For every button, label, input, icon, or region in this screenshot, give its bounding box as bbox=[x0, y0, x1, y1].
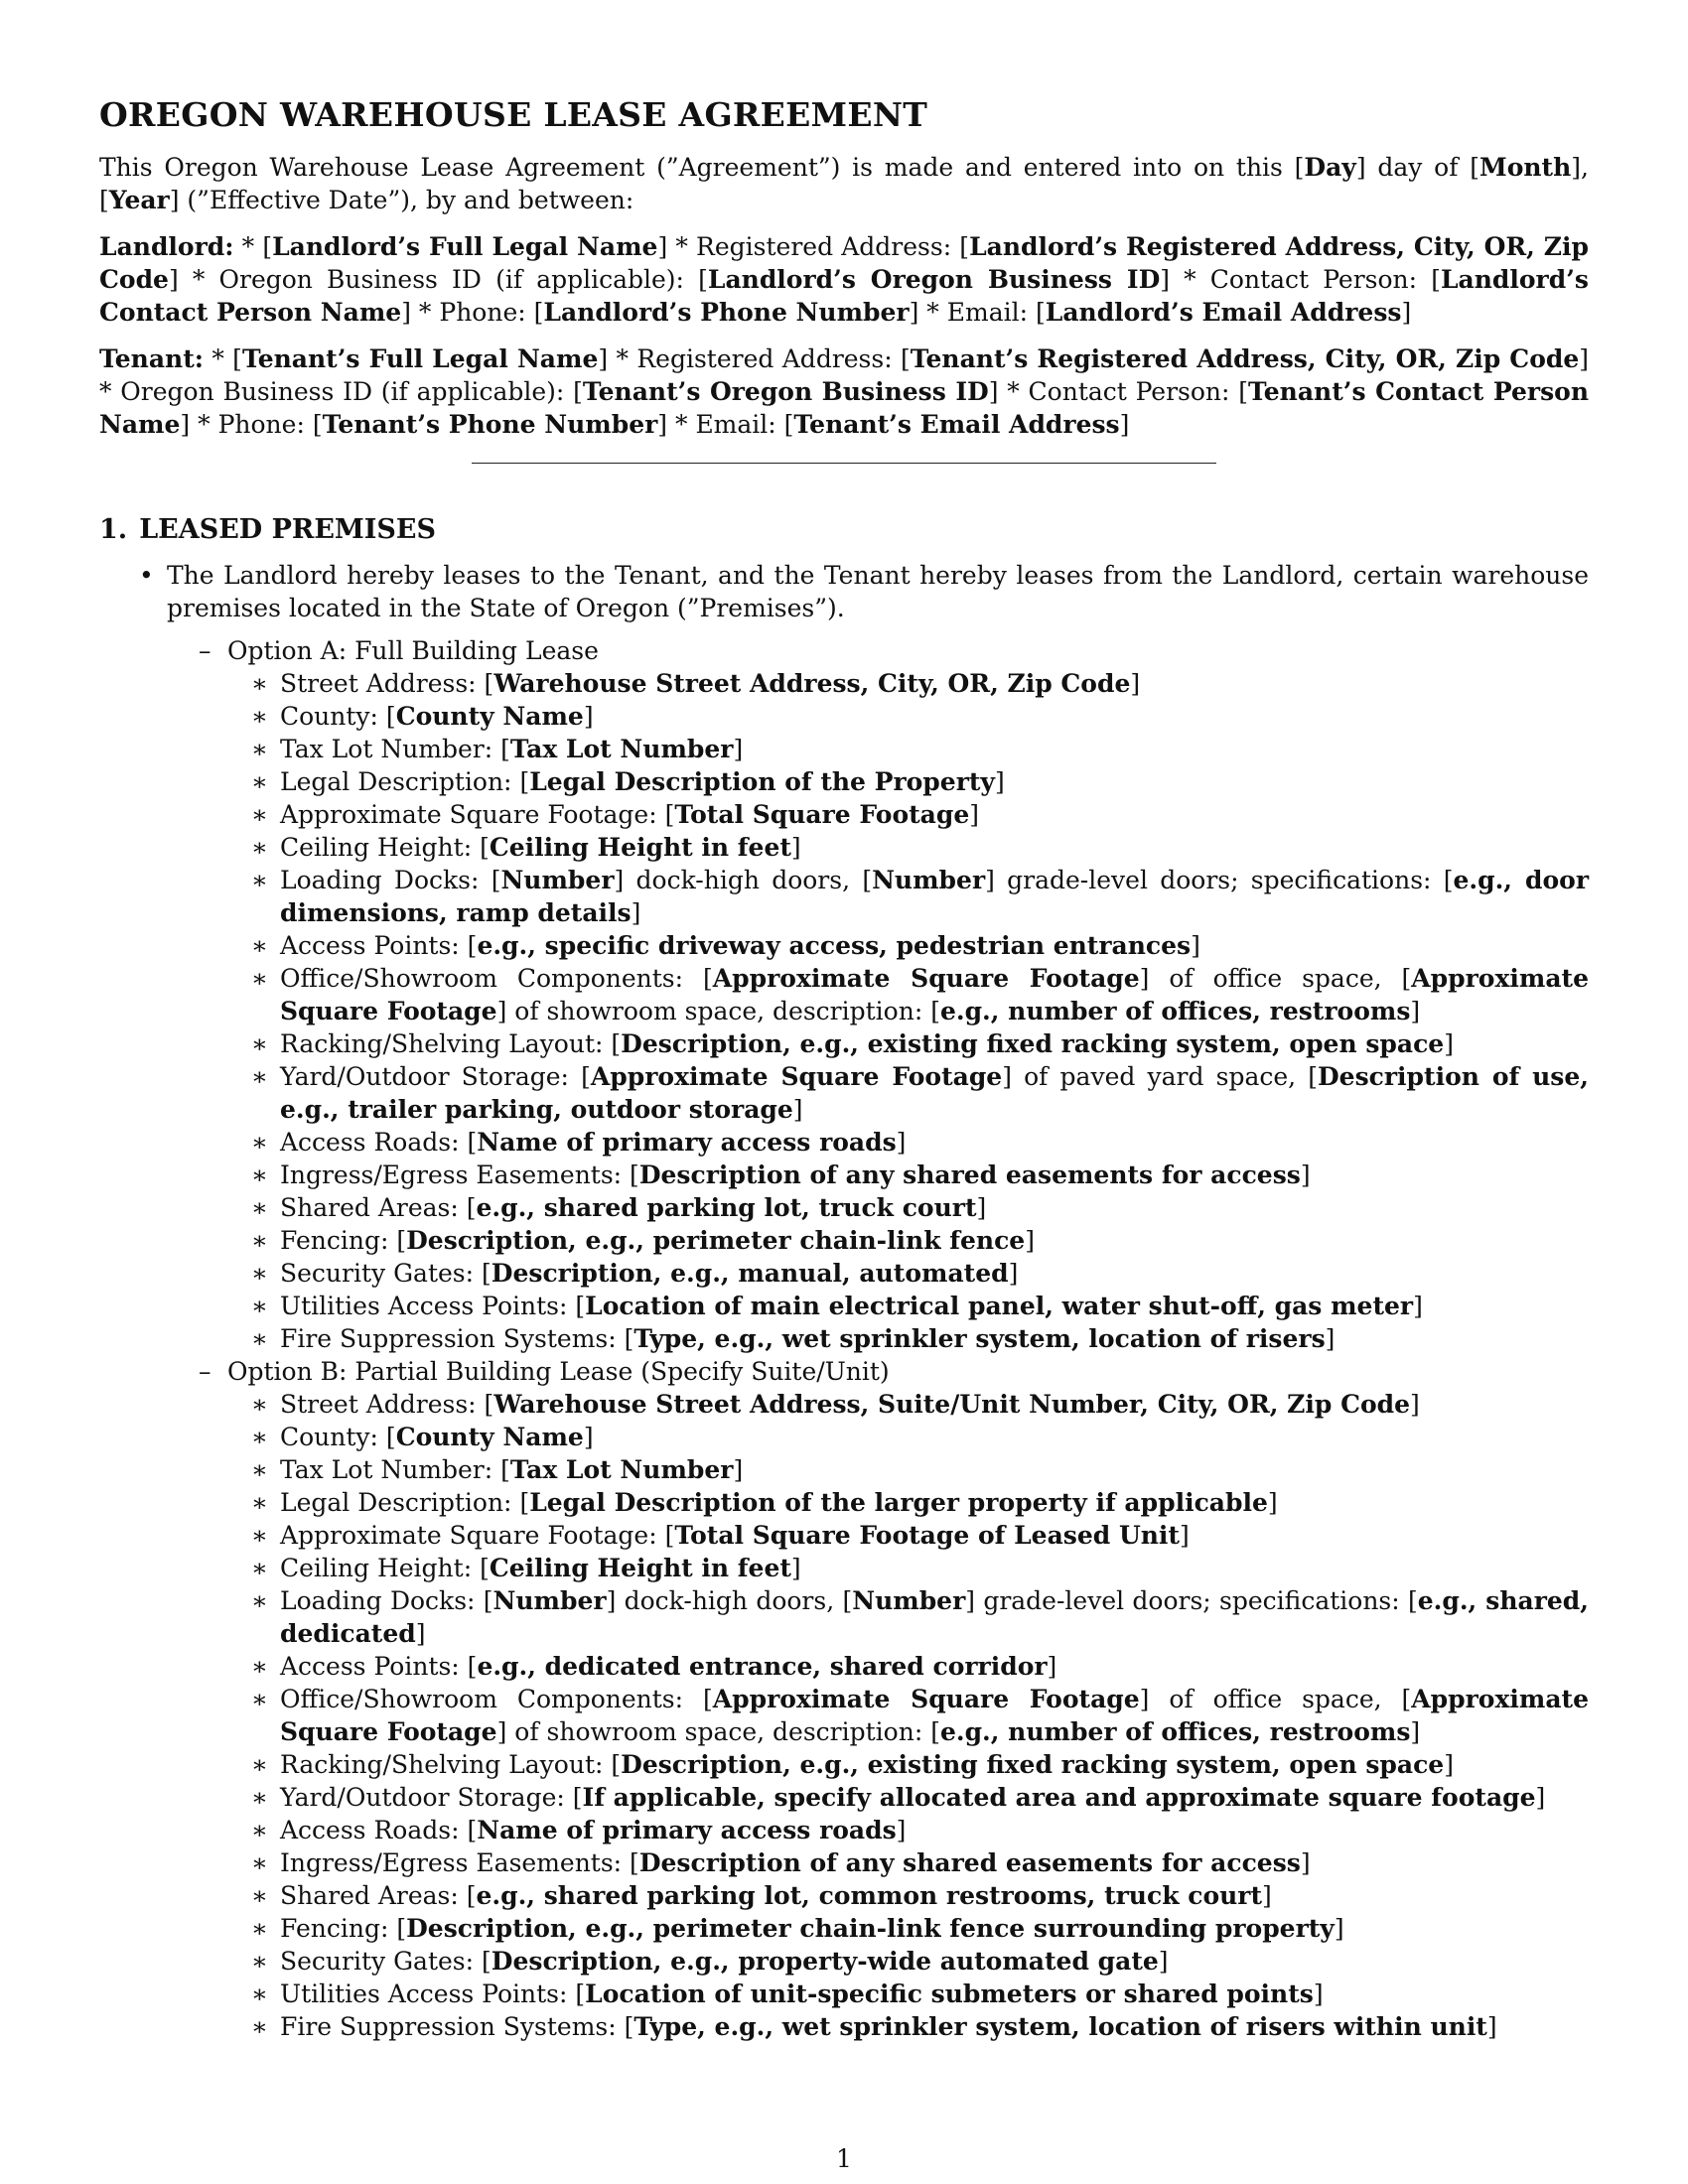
placeholder-field: Description, e.g., property-wide automated gate bbox=[491, 1947, 1159, 1976]
bullet-dot-icon: • bbox=[139, 561, 154, 590]
asterisk-bullet-icon: ∗ bbox=[251, 1488, 268, 1517]
asterisk-bullet-icon: ∗ bbox=[251, 1390, 268, 1419]
horizontal-rule bbox=[472, 463, 1216, 464]
placeholder-field: e.g., shared, dedicated bbox=[280, 1586, 1589, 1648]
list-item: ∗ Office/Showroom Components: [Approximate Square Footage] of office space, [Approximate Square Footage] of showroom space, description: [e.g., number of offices, restrooms] bbox=[251, 964, 1589, 1025]
tenant-name: Tenant’s Full Legal Name bbox=[241, 344, 599, 373]
asterisk-bullet-icon: ∗ bbox=[251, 1848, 268, 1877]
tenant-contact: Tenant’s Contact Person Name bbox=[99, 377, 1590, 439]
list-item: ∗ Ceiling Height: [Ceiling Height in feet] bbox=[251, 833, 801, 862]
placeholder-field: Description, e.g., perimeter chain-link fence surrounding property bbox=[406, 1914, 1335, 1943]
placeholder-field: Tax Lot Number bbox=[509, 735, 734, 763]
asterisk-bullet-icon: ∗ bbox=[251, 1816, 268, 1844]
list-item: ∗ Utilities Access Points: [Location of unit-specific submeters or shared points] bbox=[251, 1979, 1324, 2008]
placeholder-field: Approximate Square Footage bbox=[280, 1685, 1589, 1746]
option-a-list bbox=[99, 667, 1589, 1355]
list-item: ∗ Fire Suppression Systems: [Type, e.g., wet sprinkler system, location of risers] bbox=[251, 1324, 1336, 1353]
asterisk-bullet-icon: ∗ bbox=[251, 1783, 268, 1812]
asterisk-bullet-icon: ∗ bbox=[251, 1423, 268, 1451]
placeholder-field: Type, e.g., wet sprinkler system, location of risers bbox=[633, 1324, 1326, 1353]
asterisk-bullet-icon: ∗ bbox=[251, 669, 268, 698]
day-placeholder: Day bbox=[1304, 153, 1356, 182]
list-item: ∗ Approximate Square Footage: [Total Square Footage of Leased Unit] bbox=[251, 1521, 1190, 1550]
asterisk-bullet-icon: ∗ bbox=[251, 866, 268, 894]
document-page bbox=[99, 95, 1589, 2043]
list-item: ∗ Racking/Shelving Layout: [Description, e.g., existing fixed racking system, open space] bbox=[251, 1029, 1454, 1058]
placeholder-field: Approximate Square Footage bbox=[590, 1062, 1003, 1091]
asterisk-bullet-icon: ∗ bbox=[251, 800, 268, 829]
landlord-business-id: Landlord’s Oregon Business ID bbox=[707, 265, 1161, 294]
asterisk-bullet-icon: ∗ bbox=[251, 1947, 268, 1976]
list-item: ∗ Street Address: [Warehouse Street Address, City, OR, Zip Code] bbox=[251, 669, 1141, 698]
asterisk-bullet-icon: ∗ bbox=[251, 2012, 268, 2041]
list-item: ∗ Legal Description: [Legal Description of the larger property if applicable] bbox=[251, 1488, 1278, 1517]
asterisk-bullet-icon: ∗ bbox=[251, 1160, 268, 1189]
asterisk-bullet-icon: ∗ bbox=[251, 1324, 268, 1353]
placeholder-field: Location of unit-specific submeters or shared points bbox=[585, 1979, 1314, 2008]
list-item: ∗ Access Roads: [Name of primary access roads] bbox=[251, 1128, 907, 1157]
list-item: ∗ Ingress/Egress Easements: [Description of any shared easements for access] bbox=[251, 1160, 1311, 1189]
intro-paragraph: This Oregon Warehouse Lease Agreement (”Agreement”) is made and entered into on this [Day] day of [Month], [Year] (”Effective Date”), by and between: bbox=[99, 153, 1589, 214]
tenant-email: Tenant’s Email Address bbox=[793, 410, 1120, 439]
placeholder-field: Warehouse Street Address, City, OR, Zip Code bbox=[493, 669, 1131, 698]
section-bullet: • The Landlord hereby leases to the Tenant, and the Tenant hereby leases from the Landlord, certain warehouse premises located in the State of Oregon (”Premises”). bbox=[139, 561, 1589, 622]
tenant-phone: Tenant’s Phone Number bbox=[322, 410, 658, 439]
page-number: 1 bbox=[836, 2144, 852, 2173]
placeholder-field: County Name bbox=[395, 1423, 584, 1451]
tenant-business-id: Tenant’s Oregon Business ID bbox=[582, 377, 989, 406]
placeholder-field: Tax Lot Number bbox=[509, 1455, 734, 1484]
landlord-phone: Landlord’s Phone Number bbox=[543, 298, 910, 327]
placeholder-field: e.g., shared parking lot, truck court bbox=[476, 1193, 977, 1222]
asterisk-bullet-icon: ∗ bbox=[251, 735, 268, 763]
placeholder-field: Description of any shared easements for access bbox=[638, 1160, 1301, 1189]
list-item: ∗ Shared Areas: [e.g., shared parking lot, common restrooms, truck court] bbox=[251, 1881, 1272, 1910]
list-item: ∗ Approximate Square Footage: [Total Square Footage] bbox=[251, 800, 980, 829]
option-a-label: – Option A: Full Building Lease bbox=[199, 636, 599, 665]
asterisk-bullet-icon: ∗ bbox=[251, 1979, 268, 2008]
list-item: ∗ County: [County Name] bbox=[251, 1423, 594, 1451]
option-b-list bbox=[99, 1388, 1589, 2043]
list-item: ∗ Security Gates: [Description, e.g., manual, automated] bbox=[251, 1259, 1019, 1288]
placeholder-field: Number bbox=[492, 1586, 607, 1615]
placeholder-field: e.g., dedicated entrance, shared corridor bbox=[477, 1652, 1048, 1681]
asterisk-bullet-icon: ∗ bbox=[251, 1062, 268, 1091]
list-item: ∗ Yard/Outdoor Storage: [Approximate Square Footage] of paved yard space, [Description of use, e.g., trailer parking, outdoor storage] bbox=[251, 1062, 1589, 1124]
placeholder-field: e.g., number of offices, restrooms bbox=[939, 997, 1411, 1025]
tenant-address: Tenant’s Registered Address, City, OR, Zip Code bbox=[910, 344, 1580, 373]
placeholder-field: e.g., shared parking lot, common restrooms, truck court bbox=[476, 1881, 1263, 1910]
placeholder-field: Total Square Footage bbox=[674, 800, 970, 829]
asterisk-bullet-icon: ∗ bbox=[251, 1586, 268, 1615]
month-placeholder: Month bbox=[1479, 153, 1572, 182]
placeholder-field: e.g., specific driveway access, pedestrian entrances bbox=[477, 931, 1192, 960]
asterisk-bullet-icon: ∗ bbox=[251, 1226, 268, 1255]
list-item: ∗ Ingress/Egress Easements: [Description of any shared easements for access] bbox=[251, 1848, 1311, 1877]
list-item: ∗ Access Points: [e.g., dedicated entrance, shared corridor] bbox=[251, 1652, 1057, 1681]
list-item: ∗ Loading Docks: [Number] dock-high doors, [Number] grade-level doors; specifications: [e.g., shared, dedicated] bbox=[251, 1586, 1589, 1648]
placeholder-field: Description, e.g., manual, automated bbox=[491, 1259, 1009, 1288]
asterisk-bullet-icon: ∗ bbox=[251, 1685, 268, 1713]
asterisk-bullet-icon: ∗ bbox=[251, 1750, 268, 1779]
placeholder-field: Location of main electrical panel, water shut-off, gas meter bbox=[585, 1292, 1414, 1320]
list-item: ∗ Tax Lot Number: [Tax Lot Number] bbox=[251, 735, 744, 763]
list-item: ∗ Access Points: [e.g., specific driveway access, pedestrian entrances] bbox=[251, 931, 1200, 960]
placeholder-field: Description of any shared easements for access bbox=[638, 1848, 1301, 1877]
list-item: ∗ Shared Areas: [e.g., shared parking lot, truck court] bbox=[251, 1193, 987, 1222]
placeholder-field: If applicable, specify allocated area and approximate square footage bbox=[582, 1783, 1536, 1812]
placeholder-field: Name of primary access roads bbox=[477, 1128, 897, 1157]
list-item: ∗ Fire Suppression Systems: [Type, e.g., wet sprinkler system, location of risers within unit] bbox=[251, 2012, 1497, 2041]
placeholder-field: Number bbox=[852, 1586, 966, 1615]
list-item: ∗ Access Roads: [Name of primary access roads] bbox=[251, 1816, 907, 1844]
list-item: ∗ Tax Lot Number: [Tax Lot Number] bbox=[251, 1455, 744, 1484]
placeholder-field: Description of use, e.g., trailer parking, outdoor storage bbox=[280, 1062, 1589, 1124]
asterisk-bullet-icon: ∗ bbox=[251, 1652, 268, 1681]
placeholder-field: Legal Description of the Property bbox=[529, 767, 995, 796]
asterisk-bullet-icon: ∗ bbox=[251, 1554, 268, 1582]
tenant-label: Tenant: bbox=[99, 344, 204, 373]
asterisk-bullet-icon: ∗ bbox=[251, 702, 268, 731]
dash-icon: – bbox=[199, 636, 211, 665]
list-item: ∗ Racking/Shelving Layout: [Description, e.g., existing fixed racking system, open space] bbox=[251, 1750, 1454, 1779]
placeholder-field: Ceiling Height in feet bbox=[489, 1554, 791, 1582]
asterisk-bullet-icon: ∗ bbox=[251, 1259, 268, 1288]
list-item: ∗ Legal Description: [Legal Description of the Property] bbox=[251, 767, 1005, 796]
placeholder-field: Name of primary access roads bbox=[477, 1816, 897, 1844]
asterisk-bullet-icon: ∗ bbox=[251, 1128, 268, 1157]
placeholder-field: Ceiling Height in feet bbox=[489, 833, 791, 862]
asterisk-bullet-icon: ∗ bbox=[251, 833, 268, 862]
placeholder-field: e.g., number of offices, restrooms bbox=[939, 1717, 1411, 1746]
tenant-block: Tenant: * [Tenant’s Full Legal Name] * Registered Address: [Tenant’s Registered Address, City, OR, Zip Code] * Oregon Business ID (if applicable): [Tenant’s Oregon Business ID] * Contact Person: [Tenant’s Contact Person Name] * Phone: [Tenant’s Phone Number] * Email: [Tenant’s Email Address] bbox=[99, 344, 1590, 439]
landlord-email: Landlord’s Email Address bbox=[1045, 298, 1402, 327]
asterisk-bullet-icon: ∗ bbox=[251, 1029, 268, 1058]
placeholder-field: Number bbox=[872, 866, 986, 894]
option-b-label: – Option B: Partial Building Lease (Specify Suite/Unit) bbox=[199, 1357, 890, 1386]
placeholder-field: Description, e.g., existing fixed racking system, open space bbox=[621, 1029, 1445, 1058]
placeholder-field: Type, e.g., wet sprinkler system, location of risers within unit bbox=[633, 2012, 1487, 2041]
list-item: ∗ County: [County Name] bbox=[251, 702, 594, 731]
landlord-label: Landlord: bbox=[99, 232, 234, 261]
placeholder-field: Legal Description of the larger property if applicable bbox=[529, 1488, 1268, 1517]
placeholder-field: Approximate Square Footage bbox=[712, 1685, 1140, 1713]
landlord-name: Landlord’s Full Legal Name bbox=[272, 232, 658, 261]
placeholder-field: Warehouse Street Address, Suite/Unit Number, City, OR, Zip Code bbox=[493, 1390, 1411, 1419]
list-item: ∗ Ceiling Height: [Ceiling Height in feet] bbox=[251, 1554, 801, 1582]
placeholder-field: Approximate Square Footage bbox=[712, 964, 1140, 993]
asterisk-bullet-icon: ∗ bbox=[251, 1292, 268, 1320]
placeholder-field: Description, e.g., perimeter chain-link fence bbox=[406, 1226, 1026, 1255]
asterisk-bullet-icon: ∗ bbox=[251, 1455, 268, 1484]
list-item: ∗ Office/Showroom Components: [Approximate Square Footage] of office space, [Approximate Square Footage] of showroom space, description: [e.g., number of offices, restrooms] bbox=[251, 1685, 1589, 1746]
placeholder-field: e.g., door dimensions, ramp details bbox=[280, 866, 1590, 927]
asterisk-bullet-icon: ∗ bbox=[251, 1193, 268, 1222]
placeholder-field: Total Square Footage of Leased Unit bbox=[674, 1521, 1180, 1550]
list-item: ∗ Fencing: [Description, e.g., perimeter chain-link fence surrounding property] bbox=[251, 1914, 1344, 1943]
asterisk-bullet-icon: ∗ bbox=[251, 964, 268, 993]
list-item: ∗ Street Address: [Warehouse Street Address, Suite/Unit Number, City, OR, Zip Code] bbox=[251, 1390, 1420, 1419]
placeholder-field: Number bbox=[500, 866, 615, 894]
landlord-address: Landlord’s Registered Address, City, OR, Zip Code bbox=[99, 232, 1590, 294]
asterisk-bullet-icon: ∗ bbox=[251, 931, 268, 960]
placeholder-field: Approximate Square Footage bbox=[280, 964, 1589, 1025]
asterisk-bullet-icon: ∗ bbox=[251, 1914, 268, 1943]
asterisk-bullet-icon: ∗ bbox=[251, 1881, 268, 1910]
list-item: ∗ Utilities Access Points: [Location of main electrical panel, water shut-off, gas meter] bbox=[251, 1292, 1423, 1320]
document-title: OREGON WAREHOUSE LEASE AGREEMENT bbox=[99, 95, 928, 134]
placeholder-field: County Name bbox=[395, 702, 584, 731]
list-item: ∗ Loading Docks: [Number] dock-high doors, [Number] grade-level doors; specifications: [e.g., door dimensions, ramp details] bbox=[251, 866, 1590, 927]
dash-icon: – bbox=[199, 1357, 211, 1386]
list-item: ∗ Yard/Outdoor Storage: [If applicable, specify allocated area and approximate square footage] bbox=[251, 1783, 1546, 1812]
list-item: ∗ Fencing: [Description, e.g., perimeter chain-link fence] bbox=[251, 1226, 1035, 1255]
landlord-contact: Landlord’s Contact Person Name bbox=[99, 265, 1589, 327]
landlord-block: Landlord: * [Landlord’s Full Legal Name] * Registered Address: [Landlord’s Registered Address, City, OR, Zip Code] * Oregon Business ID (if applicable): [Landlord’s Oregon Business ID] * Contact Person: [Landlord’s Contact Person Name] * Phone: [Landlord’s Phone Number] * Email: [Landlord’s Email Address] bbox=[99, 232, 1590, 327]
list-item: ∗ Security Gates: [Description, e.g., property-wide automated gate] bbox=[251, 1947, 1169, 1976]
asterisk-bullet-icon: ∗ bbox=[251, 1521, 268, 1550]
asterisk-bullet-icon: ∗ bbox=[251, 767, 268, 796]
placeholder-field: Description, e.g., existing fixed racking system, open space bbox=[621, 1750, 1445, 1779]
section-heading: 1. LEASED PREMISES bbox=[99, 514, 437, 545]
year-placeholder: Year bbox=[108, 186, 170, 214]
